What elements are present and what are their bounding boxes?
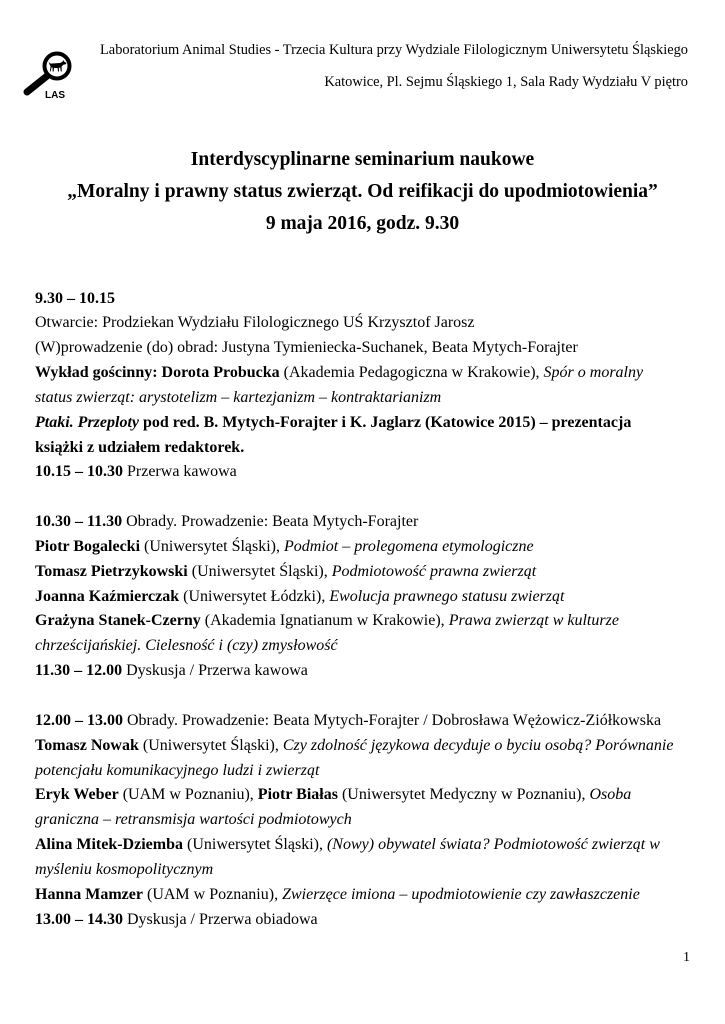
institution-name: Laboratorium Animal Studies - Trzecia Kultura przy Wydziale Filologicznym Uniwersytetu Śląskiego <box>100 42 688 58</box>
event-name: „Moralny i prawny status zwierząt. Od reifikacji do upodmiotowienia” <box>67 181 658 202</box>
talk-speaker: Eryk Weber <box>35 786 119 804</box>
talk-title: Ewolucja prawnego statusu zwierząt <box>329 587 565 605</box>
talk-title-continued: chrześcijańskiej. Cielesność i (czy) zmysłowość <box>35 637 338 655</box>
talk-affiliation: (Uniwersytet Łódzki), <box>183 587 326 605</box>
break-time: 11.30 – 12.00 <box>35 662 123 680</box>
introduction-line: (W)prowadzenie (do) obrad: Justyna Tymieniecka-Suchanek, Beata Mytych-Forajter <box>35 339 578 357</box>
break-line <box>35 460 690 485</box>
book-title: Ptaki. Przeploty <box>35 413 139 431</box>
magnifying-glass-icon <box>27 54 70 93</box>
talk-speaker: Tomasz Nowak <box>35 736 139 754</box>
event-date-time: 9 maja 2016, godz. 9.30 <box>265 213 460 234</box>
guest-lecture-title-continued: status zwierząt: arystotelizm – kartezjanizm – kontraktarianizm <box>35 388 442 406</box>
session-3-time: 12.00 – 13.00 <box>35 711 123 729</box>
session-1-time: 9.30 – 10.15 <box>35 289 115 307</box>
guest-lecture-affiliation: (Akademia Pedagogiczna w Krakowie), <box>283 364 540 382</box>
talk-title: Podmiotowość prawna zwierząt <box>331 562 537 580</box>
book-presentation-line <box>35 411 690 436</box>
talk-title: (Nowy) obywatel świata? Podmiotowość zwierząt w <box>326 836 660 854</box>
logo-text: LAS <box>45 90 65 101</box>
talk-line <box>35 585 690 610</box>
guest-lecture-line <box>35 361 690 386</box>
talk-line <box>35 883 690 908</box>
talk-affiliation: (Uniwersytet Śląski), <box>186 836 323 854</box>
session-3-chair: Obrady. Prowadzenie: Beata Mytych-Forajter / Dobrosława Wężowicz-Ziółkowska <box>127 711 662 729</box>
talk-speaker: Grażyna Stanek-Czerny <box>35 612 201 630</box>
talk-line <box>35 783 690 808</box>
talk-affiliation: (Akademia Ignatianum w Krakowie), <box>204 612 445 630</box>
session-2-chair: Obrady. Prowadzenie: Beata Mytych-Forajter <box>126 513 419 531</box>
book-presentation-text-continued: książki z udziałem redaktorek. <box>35 438 245 456</box>
las-logo <box>18 46 84 104</box>
break-label: Przerwa kawowa <box>127 463 237 481</box>
talk-speaker: Joanna Kaźmierczak <box>35 587 180 605</box>
talk-title: Osoba <box>589 786 632 804</box>
guest-lecture-speaker: Wykład gościnny: Dorota Probucka <box>35 364 280 382</box>
talk-affiliation: (UAM w Poznaniu), <box>122 786 254 804</box>
page-number: 1 <box>683 950 690 965</box>
session-3-header <box>35 709 690 734</box>
book-presentation-text: pod red. B. Mytych-Forajter i K. Jaglarz (Katowice 2015) – prezentacja <box>142 413 632 431</box>
session-2 <box>35 510 690 684</box>
talk-line <box>35 560 690 585</box>
talk-affiliation: (Uniwersytet Śląski), <box>144 537 281 555</box>
talk-co-affiliation: (Uniwersytet Medyczny w Poznaniu), <box>341 786 586 804</box>
talk-title: Czy zdolność językowa decyduje o byciu osobą? Porównanie <box>282 736 674 754</box>
session-3 <box>35 709 690 933</box>
talk-line <box>35 535 690 560</box>
venue-address: Katowice, Pl. Sejmu Śląskiego 1, Sala Rady Wydziału V piętro <box>324 74 688 90</box>
opening-line: Otwarcie: Prodziekan Wydziału Filologicznego UŚ Krzysztof Jarosz <box>35 314 475 332</box>
talk-speaker: Hanna Mamzer <box>35 885 143 903</box>
event-heading <box>0 144 725 240</box>
talk-title-continued: potencjału komunikacyjnego ludzi i zwierząt <box>35 761 320 779</box>
talk-title: Prawa zwierząt w kulturze <box>448 612 619 630</box>
talk-speaker: Tomasz Pietrzykowski <box>35 562 188 580</box>
talk-title-continued: graniczna – retransmisja wartości podmiotowych <box>35 811 352 829</box>
break-time: 13.00 – 14.30 <box>35 910 123 928</box>
break-label: Dyskusja / Przerwa kawowa <box>126 662 308 680</box>
talk-speaker: Piotr Bogalecki <box>35 537 141 555</box>
talk-affiliation: (Uniwersytet Śląski), <box>142 736 279 754</box>
talk-title: Podmiot – prolegomena etymologiczne <box>284 537 534 555</box>
talk-line <box>35 833 690 858</box>
session-2-header <box>35 510 690 535</box>
talk-title-continued: myśleniu kosmopolitycznym <box>35 860 214 878</box>
session-2-time: 10.30 – 11.30 <box>35 513 123 531</box>
program <box>35 287 690 933</box>
event-type: Interdyscyplinarne seminarium naukowe <box>190 149 535 170</box>
break-label: Dyskusja / Przerwa obiadowa <box>127 910 318 928</box>
talk-co-speaker: Piotr Białas <box>257 786 338 804</box>
talk-line <box>35 734 690 759</box>
guest-lecture-title: Spór o moralny <box>543 364 644 382</box>
talk-affiliation: (UAM w Poznaniu), <box>146 885 279 903</box>
talk-line <box>35 609 690 634</box>
talk-speaker: Alina Mitek-Dziemba <box>35 836 183 854</box>
break-time: 10.15 – 10.30 <box>35 463 123 481</box>
talk-title: Zwierzęce imiona – upodmiotowienie czy zawłaszczenie <box>282 885 640 903</box>
break-line <box>35 659 690 684</box>
break-line <box>35 908 690 933</box>
talk-affiliation: (Uniwersytet Śląski), <box>191 562 328 580</box>
session-1 <box>35 287 690 486</box>
